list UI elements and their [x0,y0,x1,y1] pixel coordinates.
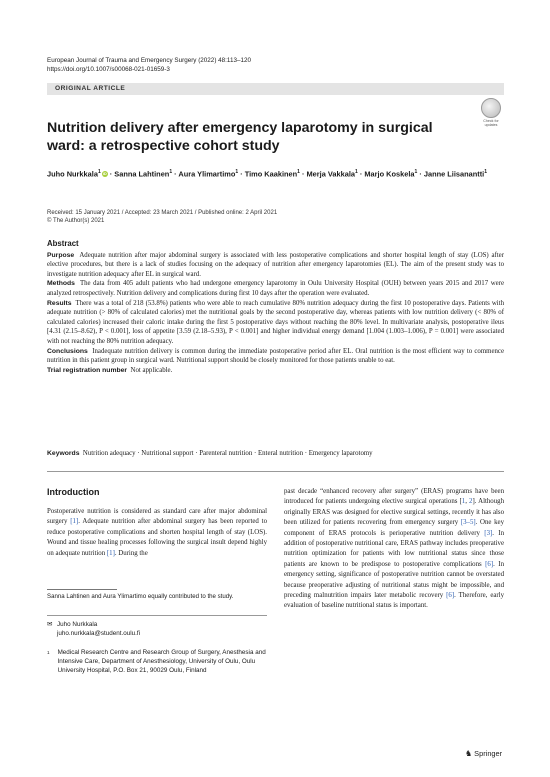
footnote-divider [47,615,267,616]
springer-horse-icon: ♞ [465,749,473,758]
affiliation-text: Medical Research Centre and Research Group of Surgery, Anesthesia and Intensive Care, Department of Anesthesiology, University of Oulu, Oulu University Hospital, P.O. Box 21, 90029 Oulu, Finland [57,649,266,674]
badge-line2: updates [484,123,498,127]
equal-contribution-note: Sanna Lahtinen and Aura Ylimartimo equally contributed to the study. [47,593,234,600]
intro-paragraph: Postoperative nutrition is considered as standard care after major abdominal surgery [1]. Adequate nutrition after abdominal surgery has been reported to reduce postoperative complications and shorten hospital length of stay (LOS). Wound and tissue healing processes following the surgical insult depend highly on adequate nutrition [1]. During the [47,508,267,557]
keywords-line [47,449,504,459]
abstract-heading: Abstract [47,239,79,248]
author-name[interactable]: Janne Liisanantti [423,169,485,179]
section-divider [47,471,504,472]
publisher-logo [465,749,502,758]
affiliation-number: 1 [47,650,50,655]
abstract-conclusions: Conclusions Inadequate nutrition delivery is common during the immediate postoperative period after EL. Oral nutrition is the most efficient way to commence nutrition in this patient group in surgical ward. Nutritional support should be closely monitored for those patients unable to eat. [47,347,505,365]
citation-link[interactable]: [1] [106,549,115,557]
citation-link[interactable]: [1] [70,518,79,526]
affiliation [47,648,267,675]
doi-link[interactable]: https://doi.org/10.1007/s00068-021-01659-3 [47,66,170,73]
article-title: Nutrition delivery after emergency laparotomy in surgical ward: a retrospective cohort study [47,120,433,154]
citation-link[interactable]: [6] [485,560,494,568]
dates-line: Received: 15 January 2021 / Accepted: 23 March 2021 / Published online: 2 April 2021 [47,210,278,216]
article-type-banner: ORIGINAL ARTICLE [47,83,504,95]
abstract-results: Results There was a total of 218 (53.8%) patients who were able to reach cumulative 80% nutrition adequacy during the first 10 postoperative days. Patients with adequate nutrition (> 80% of calculated calories) met the nutritional goals by the second postoperative day, whereas patients with low nutrition delivery (< 80% of calculated calories) increased their caloric intake during the first 5 postoperative days without reaching the 80% level. In multivariate analysis, postoperative ileus [4.31 (2.15–8.62), P < 0.001], loss of appetite [3.59 (2.18–5.93), P < 0.001] and higher individual energy demand [1.004 (1.003–1.006), P = 0.001] were associated with not reaching the 80% nutrition adequacy. [47,299,504,345]
corresponding-author [47,620,267,638]
envelope-icon: ✉ [47,621,53,628]
intro-paragraph-cont: past decade “enhanced recovery after surgery” (ERAS) programs have been introduced for patients undergoing elective surgical operations [1, 2]. Although originally ERAS was designed for elective surgical settings, recently it has also been utilized for patients recovering from emergency surgery [3–5]. One key component of ERAS protocols is perioperative nutrition delivery [3]. In addition of postoperative nutritional care, ERAS pathway includes preoperative nutrition optimization for patients with low nutritional status since those patients are known to be predispose to postoperative complications [6]. In emergency setting, significance of postoperative nutrition cannot be overstated because preoperative adjusting of nutritional status might be impossible, and preceding malnutrition impairs later metabolic recovery [6]. Therefore, early evaluation of baseline nutritional status is important. [284,488,505,610]
keywords-label: Keywords [47,450,80,457]
citation-link[interactable]: [6] [446,592,455,600]
keywords-text: Nutrition adequacy · Nutritional support · Parenteral nutrition · Enteral nutrition · Emergency laparotomy [82,450,373,457]
intro-left-column [47,507,267,559]
citation-link[interactable]: 1 [461,498,466,506]
abstract-purpose: Purpose Adequate nutrition after major abdominal surgery is associated with less postoperative complications and shorter hospital length of stay (LOS) after elective procedures, but there is a lack of studies focusing on the adequacy of nutrition after emergency laparotomies (EL). The aim of the present study was to investigate nutrition adequacy after EL in surgical ward. [47,251,505,278]
corresponding-email[interactable]: juho.nurkkala@student.oulu.fi [57,630,141,637]
publisher-name: Springer [474,749,503,758]
copyright-line: © The Author(s) 2021 [47,218,105,224]
abstract-trial: Trial registration number Not applicable. [47,366,173,374]
author-name[interactable]: Sanna Lahtinen [114,169,170,179]
citation-link[interactable]: [3–5] [460,519,476,527]
journal-header [47,56,251,74]
check-for-updates-badge[interactable] [478,98,504,130]
author-name[interactable]: Timo Kaakinen [244,169,298,179]
citation-link[interactable]: 2 [469,498,473,506]
abstract-methods: Methods The data from 405 adult patients who had undergone emergency laparotomy in Oulu University Hospital (OUH) between years 2015 and 2017 were analyzed retrospectively. Nutrition delivery and complications during first 10 days after the operation were evaluated. [47,280,504,297]
corresponding-name: Juho Nurkkala [57,621,98,628]
author-name[interactable]: Aura Ylimartimo [178,169,236,179]
abstract-section [47,239,504,375]
journal-name: European Journal of Trauma and Emergency Surgery (2022) 48:113–120 [47,57,251,64]
author-list: Juho Nurkkala$^1$ iD · Sanna Lahtinen$^1$ · Aura Ylimartimo$^1$ · Timo Kaakinen$^1$ · Merja Vakkala$^1$ · Marjo Koskela$^1$ · Janne Liisanantti$^1$ [47,169,488,179]
footnote-divider [47,589,117,590]
author-name[interactable]: Merja Vakkala [306,169,356,179]
introduction-heading: Introduction [47,487,100,497]
citation-link[interactable]: [3] [484,529,493,537]
check-for-updates-icon [481,98,501,118]
publication-dates [47,209,277,225]
author-name[interactable]: Marjo Koskela [364,169,415,179]
badge-line1: Check for [483,119,499,123]
orcid-icon[interactable]: iD [102,171,107,177]
intro-right-column [284,487,504,612]
author-name[interactable]: Juho Nurkkala [47,169,98,179]
